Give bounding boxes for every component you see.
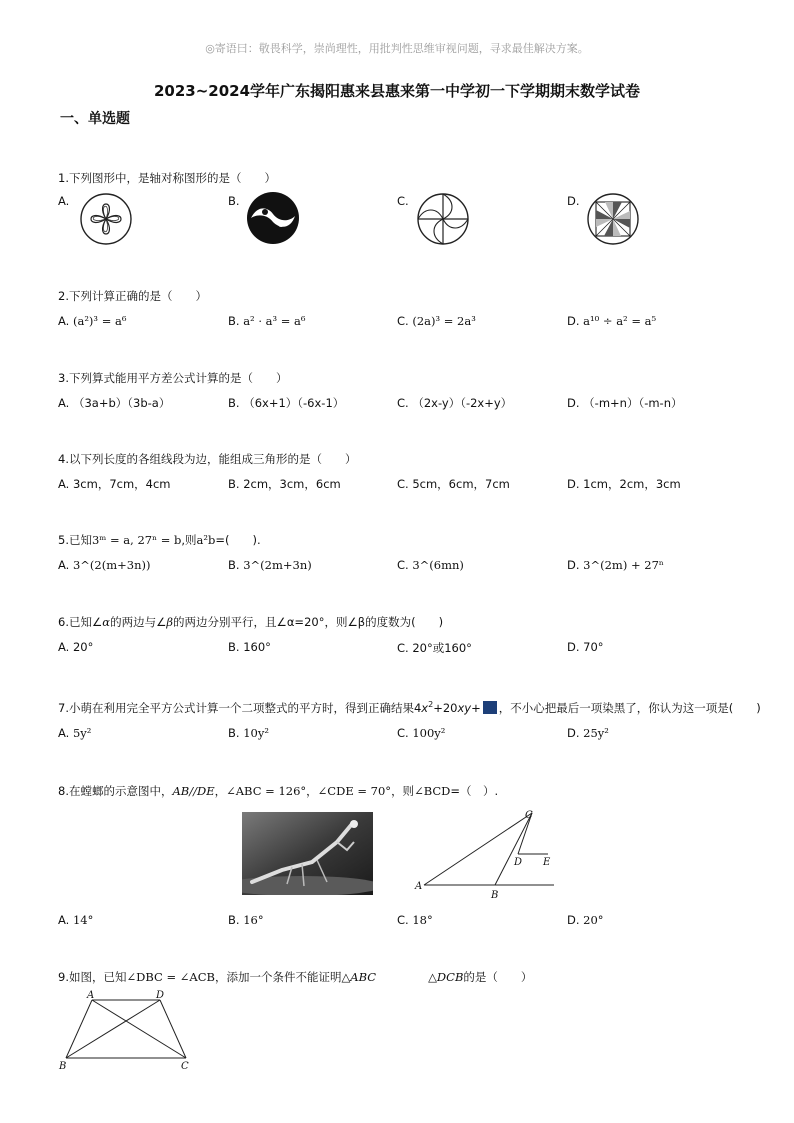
q2-option-b: B. a² · a³ = a⁶ bbox=[228, 314, 306, 328]
question-9-stem: 9.如图，已知∠DBC = ∠ACB，添加一个条件不能证明△ABC △DCB的是（ ） bbox=[58, 970, 533, 984]
q8-option-a: A. 14° bbox=[58, 913, 94, 927]
q1-option-c-label: C. bbox=[397, 194, 409, 208]
q3-option-d: D. （-m+n）（-m-n） bbox=[567, 396, 683, 410]
q3-option-b: B. （6x+1）（-6x-1） bbox=[228, 396, 345, 410]
q7-option-b: B. 10y² bbox=[228, 726, 269, 740]
q6-option-c: C. 20°或160° bbox=[397, 641, 472, 655]
q8-option-b: B. 16° bbox=[228, 913, 264, 927]
question-8-stem: 8.在螳螂的示意图中，AB//DE，∠ABC = 126°，∠CDE = 70°，则∠BCD=（ ）. bbox=[58, 784, 499, 798]
q9-point-b-label: B bbox=[59, 1061, 67, 1072]
q8-option-d: D. 20° bbox=[567, 913, 604, 927]
q1-yinyang-figure bbox=[245, 190, 301, 246]
q1-flower-figure bbox=[78, 191, 134, 247]
question-7-stem: 7.小萌在利用完全平方公式计算一个二项整式的平方时，得到正确结果$4x^2+20xy+$ ，不小心把最后一项染黑了，你认为这一项是( ) bbox=[58, 700, 761, 715]
q7-option-c: C. 100y² bbox=[397, 726, 446, 740]
q3-option-c: C. （2x-y）（-2x+y） bbox=[397, 396, 513, 410]
q8-geometry-figure bbox=[412, 805, 562, 901]
q1-option-a-label: A. bbox=[58, 194, 70, 208]
question-5-stem: 5.已知3ᵐ = a, 27ⁿ = b,则a²b=( ). bbox=[58, 533, 261, 547]
q5-option-a: A. 3^(2(m+3n)) bbox=[58, 558, 151, 572]
q2-option-c: C. (2a)³ = 2a³ bbox=[397, 314, 476, 328]
q5-option-b: B. 3^(2m+3n) bbox=[228, 558, 312, 572]
q8-option-c: C. 18° bbox=[397, 913, 433, 927]
q9-geometry-figure bbox=[56, 988, 196, 1072]
q6-option-b: B. 160° bbox=[228, 640, 271, 654]
question-2-stem: 2.下列计算正确的是（ ） bbox=[58, 289, 207, 303]
q1-option-d-label: D. bbox=[567, 194, 580, 208]
q2-option-d: D. a¹⁰ ÷ a² = a⁵ bbox=[567, 314, 657, 328]
section-heading: 一、单选题 bbox=[60, 111, 130, 127]
question-4-stem: 4.以下列长度的各组线段为边，能组成三角形的是（ ） bbox=[58, 452, 357, 466]
q7-option-d: D. 25y² bbox=[567, 726, 609, 740]
q6-option-a: A. 20° bbox=[58, 640, 94, 654]
question-6-stem: 6.已知∠α的两边与∠β的两边分别平行，且∠α=20°，则∠β的度数为( ) bbox=[58, 615, 444, 629]
q1-option-b-label: B. bbox=[228, 194, 240, 208]
q5-option-d: D. 3^(2m) + 27ⁿ bbox=[567, 558, 664, 572]
q8-point-d-label: D bbox=[514, 857, 523, 868]
q8-point-a-label: A bbox=[415, 881, 423, 892]
q1-pinwheel-square-figure bbox=[585, 191, 641, 247]
q8-point-e-label: E bbox=[543, 857, 551, 868]
q2-option-a: A. (a²)³ = a⁶ bbox=[58, 314, 127, 328]
blacked-out-term bbox=[483, 701, 497, 714]
q7-option-a: A. 5y² bbox=[58, 726, 92, 740]
q9-point-a-label: A bbox=[87, 990, 95, 1001]
q1-pinwheel-circle-figure bbox=[415, 191, 471, 247]
q4-option-d: D. 1cm，2cm，3cm bbox=[567, 477, 681, 491]
q4-option-b: B. 2cm，3cm，6cm bbox=[228, 477, 341, 491]
q3-option-a: A. （3a+b）（3b-a） bbox=[58, 396, 171, 410]
mantis-photo bbox=[242, 812, 373, 895]
q4-option-c: C. 5cm，6cm，7cm bbox=[397, 477, 510, 491]
q5-option-c: C. 3^(6mn) bbox=[397, 558, 464, 572]
motto: ◎寄语曰：敬畏科学，崇尚理性，用批判性思维审视问题，寻求最佳解决方案。 bbox=[205, 42, 589, 55]
q8-point-b-label: B bbox=[491, 890, 499, 901]
q9-point-d-label: D bbox=[156, 990, 165, 1001]
q9-point-c-label: C bbox=[181, 1061, 189, 1072]
q4-option-a: A. 3cm，7cm，4cm bbox=[58, 477, 171, 491]
q6-option-d: D. 70° bbox=[567, 640, 604, 654]
q8-point-c-label: C bbox=[525, 810, 533, 821]
question-3-stem: 3.下列算式能用平方差公式计算的是（ ） bbox=[58, 371, 288, 385]
question-1-stem: 1.下列图形中，是轴对称图形的是（ ） bbox=[58, 171, 276, 185]
page-title: 2023~2024学年广东揭阳惠来县惠来第一中学初一下学期期末数学试卷 bbox=[153, 82, 641, 100]
